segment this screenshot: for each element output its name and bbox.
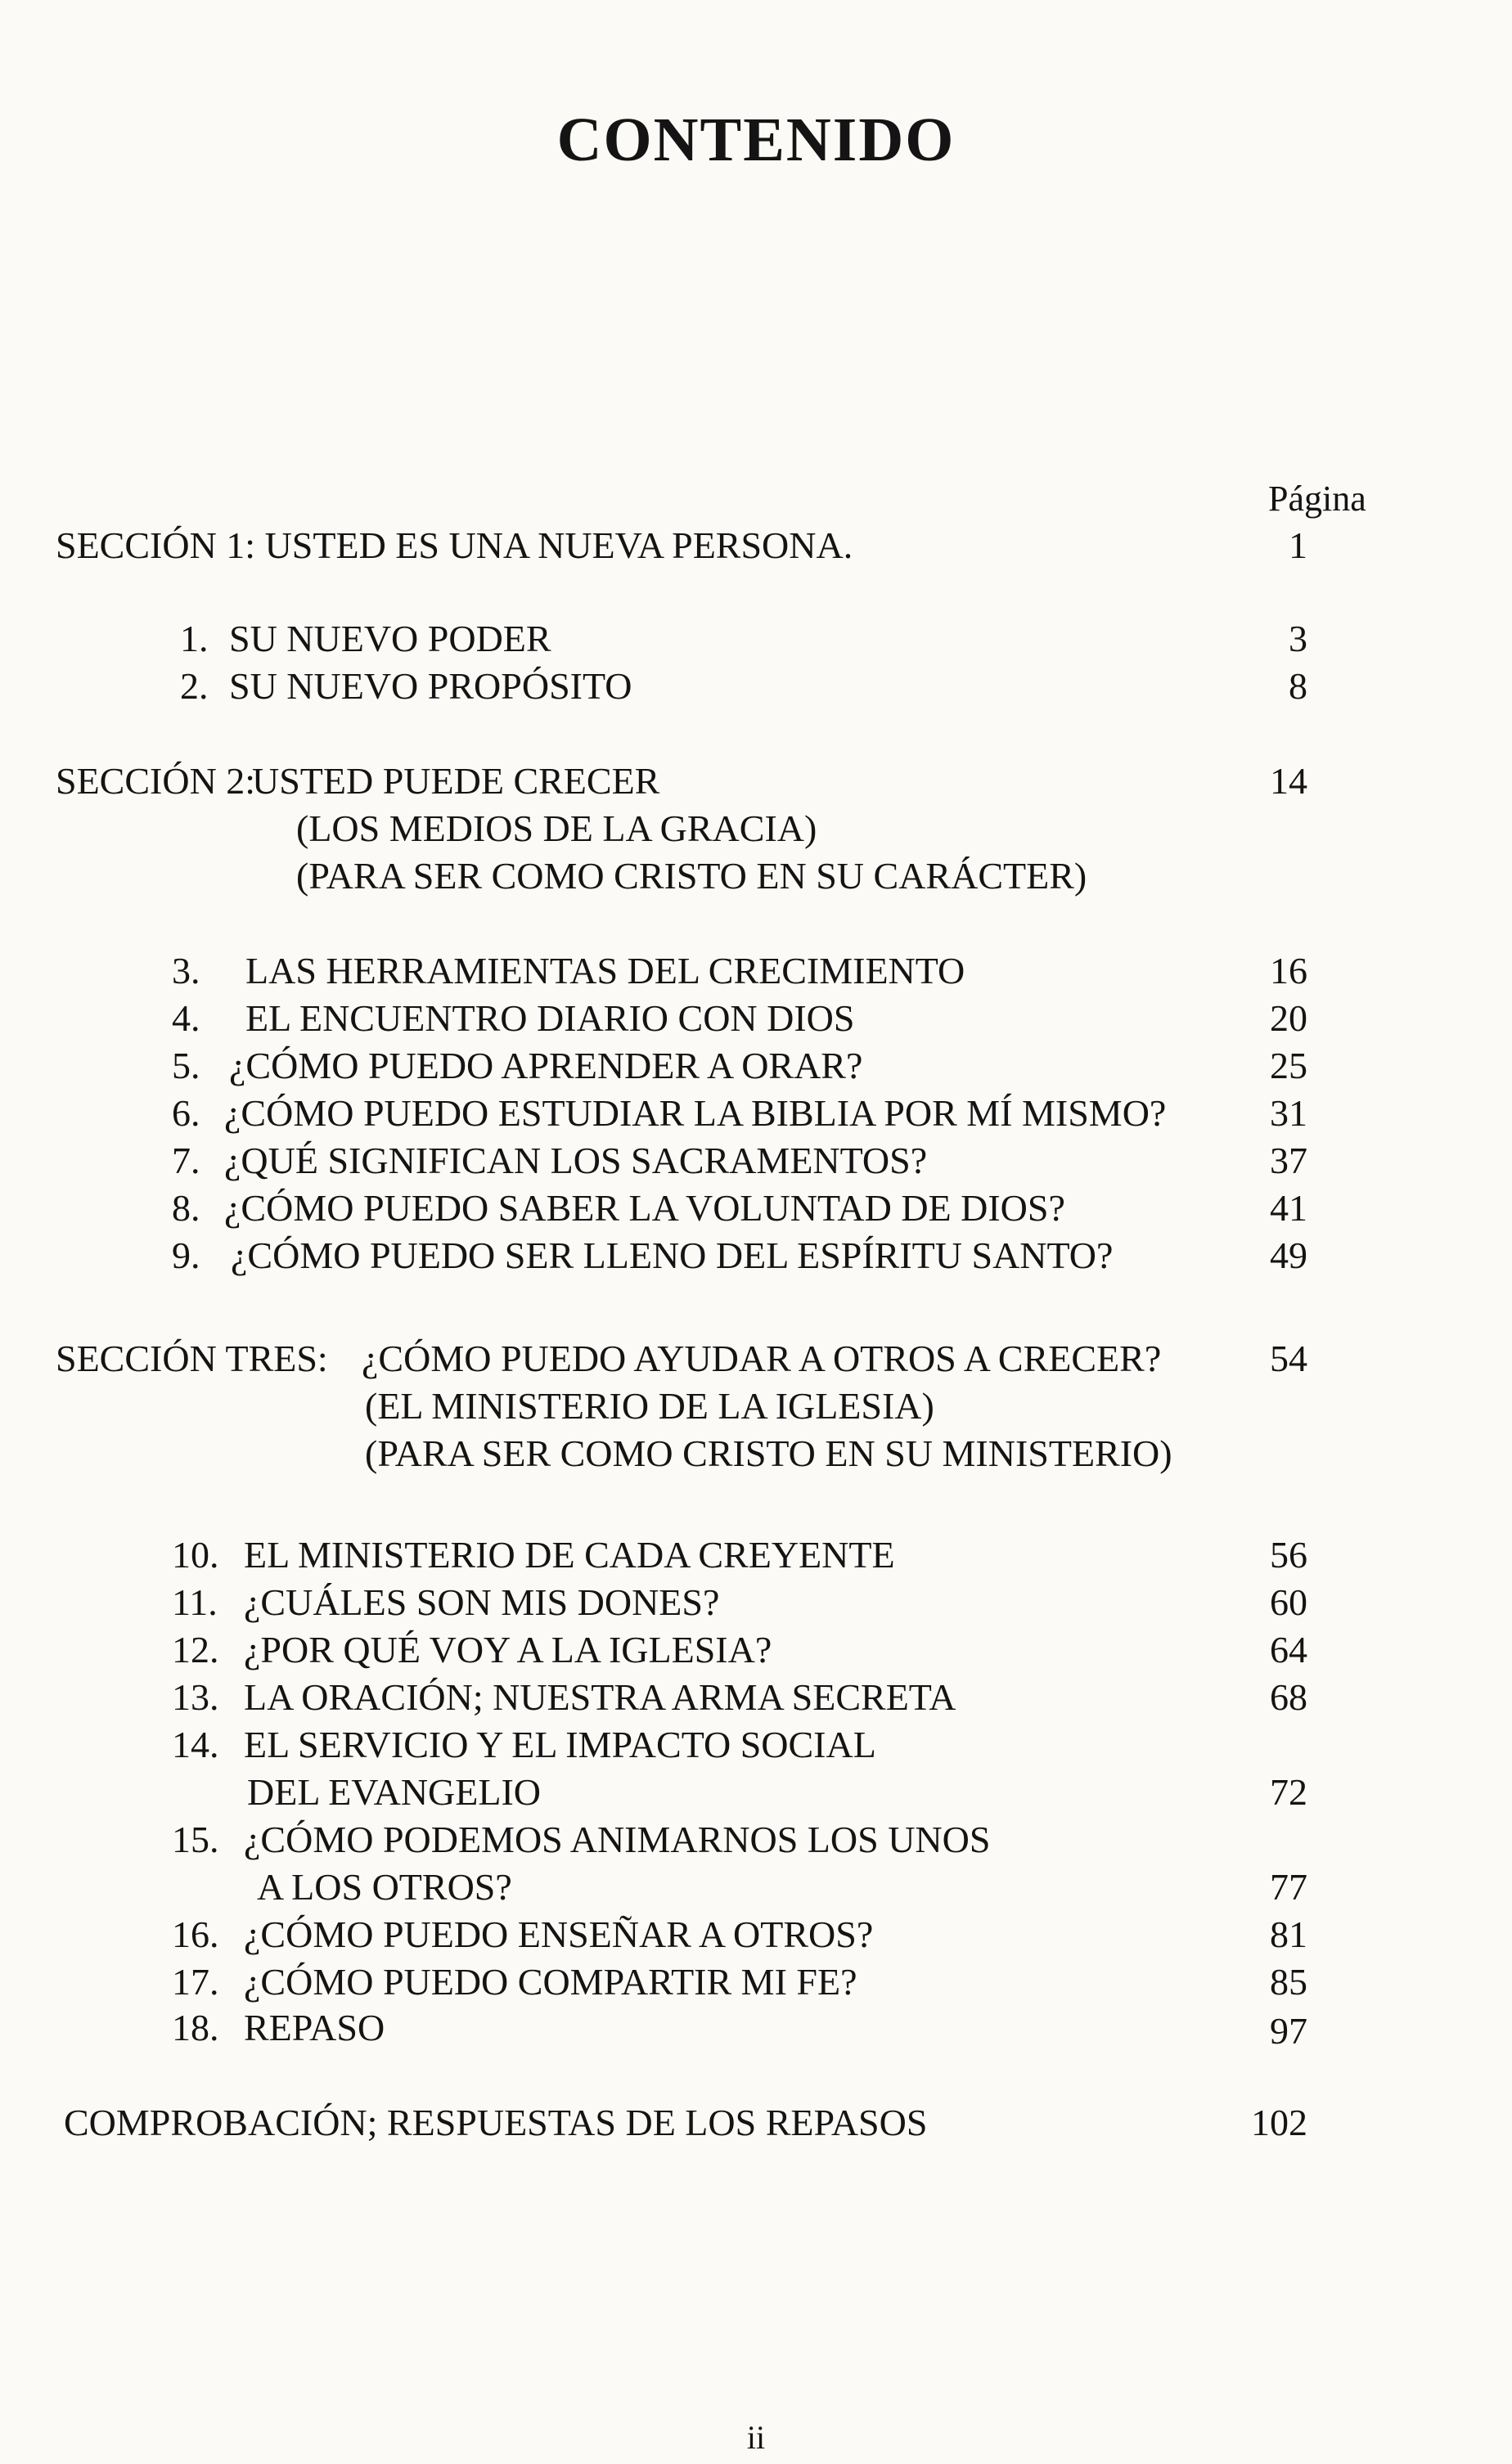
section-3-subtitle: (PARA SER COMO CRISTO EN SU MINISTERIO) (365, 1432, 1172, 1474)
chapter-number: 12. (172, 1629, 219, 1670)
chapter-page: 3 (1289, 618, 1307, 659)
section-3-title: ¿CÓMO PUEDO AYUDAR A OTROS A CRECER? (362, 1338, 1162, 1379)
section-1-heading: SECCIÓN 1: USTED ES UNA NUEVA PERSONA. (56, 524, 853, 566)
footer-page-number: ii (746, 2419, 766, 2456)
chapter-number: 10. (172, 1534, 219, 1576)
section-2-page: 14 (1270, 760, 1307, 802)
page-title: CONTENIDO (556, 106, 956, 174)
chapter-title: ¿CÓMO PUEDO SER LLENO DEL ESPÍRITU SANTO? (231, 1234, 1114, 1276)
chapter-title: ¿CÓMO PODEMOS ANIMARNOS LOS UNOS (244, 1819, 991, 1860)
section-2-title: USTED PUEDE CRECER (252, 760, 660, 802)
section-2-subtitle: (PARA SER COMO CRISTO EN SU CARÁCTER) (296, 855, 1087, 897)
chapter-title: LA ORACIÓN; NUESTRA ARMA SECRETA (244, 1676, 956, 1718)
comprobacion-page: 102 (1251, 2102, 1307, 2143)
chapter-page: 77 (1270, 1866, 1307, 1908)
chapter-title: ¿CUÁLES SON MIS DONES? (244, 1581, 720, 1623)
chapter-number: 5. (172, 1045, 200, 1086)
chapter-number: 7. (172, 1140, 200, 1181)
chapter-number: 6. (172, 1092, 200, 1134)
chapter-title: ¿CÓMO PUEDO ENSEÑAR A OTROS? (244, 1913, 874, 1955)
chapter-number: 4. (172, 997, 200, 1039)
chapter-title: SU NUEVO PROPÓSITO (229, 665, 632, 707)
chapter-page: 8 (1289, 665, 1307, 707)
chapter-title: ¿POR QUÉ VOY A LA IGLESIA? (244, 1629, 772, 1670)
chapter-page: 20 (1270, 997, 1307, 1039)
chapter-title-continuation: DEL EVANGELIO (247, 1771, 541, 1813)
chapter-page: 68 (1270, 1676, 1307, 1718)
chapter-number: 3. (172, 950, 200, 991)
section-3-subtitle: (EL MINISTERIO DE LA IGLESIA) (365, 1385, 934, 1427)
chapter-page: 16 (1270, 950, 1307, 991)
chapter-number: 9. (172, 1234, 200, 1276)
section-1-page: 1 (1289, 524, 1307, 566)
chapter-title: ¿CÓMO PUEDO ESTUDIAR LA BIBLIA POR MÍ MISMO? (224, 1092, 1167, 1134)
chapter-title: EL SERVICIO Y EL IMPACTO SOCIAL (244, 1724, 876, 1765)
chapter-number: 1. (180, 618, 209, 659)
chapter-page: 49 (1270, 1234, 1307, 1276)
section-3-label: SECCIÓN TRES: (56, 1338, 328, 1379)
chapter-page: 81 (1270, 1913, 1307, 1955)
chapter-number: 17. (172, 1961, 219, 2003)
chapter-page: 60 (1270, 1581, 1307, 1623)
chapter-page: 25 (1270, 1045, 1307, 1086)
chapter-page: 56 (1270, 1534, 1307, 1576)
chapter-title: EL MINISTERIO DE CADA CREYENTE (244, 1534, 895, 1576)
chapter-title: ¿CÓMO PUEDO APRENDER A ORAR? (229, 1045, 863, 1086)
chapter-number: 13. (172, 1676, 219, 1718)
section-3-page: 54 (1270, 1338, 1307, 1379)
chapter-number: 15. (172, 1819, 219, 1860)
chapter-title: REPASO (244, 2007, 385, 2048)
chapter-title: EL ENCUENTRO DIARIO CON DIOS (245, 997, 855, 1039)
chapter-page: 41 (1270, 1187, 1307, 1229)
chapter-number: 8. (172, 1187, 200, 1229)
chapter-title: ¿QUÉ SIGNIFICAN LOS SACRAMENTOS? (224, 1140, 928, 1181)
page-column-header: Página (1268, 479, 1366, 519)
chapter-number: 18. (172, 2007, 219, 2048)
chapter-title-continuation: A LOS OTROS? (257, 1866, 512, 1908)
chapter-page: 37 (1270, 1140, 1307, 1181)
chapter-page: 85 (1270, 1961, 1307, 2003)
chapter-page: 97 (1270, 2010, 1307, 2052)
chapter-page: 72 (1270, 1771, 1307, 1813)
chapter-number: 14. (172, 1724, 219, 1765)
chapter-number: 2. (180, 665, 209, 707)
chapter-title: ¿CÓMO PUEDO COMPARTIR MI FE? (244, 1961, 857, 2003)
chapter-title: ¿CÓMO PUEDO SABER LA VOLUNTAD DE DIOS? (224, 1187, 1065, 1229)
chapter-title: LAS HERRAMIENTAS DEL CRECIMIENTO (245, 950, 965, 991)
chapter-page: 31 (1270, 1092, 1307, 1134)
chapter-number: 16. (172, 1913, 219, 1955)
chapter-title: SU NUEVO PODER (229, 618, 551, 659)
chapter-page: 64 (1270, 1629, 1307, 1670)
section-2-subtitle: (LOS MEDIOS DE LA GRACIA) (296, 807, 817, 849)
section-2-label: SECCIÓN 2: (56, 760, 256, 802)
chapter-number: 11. (172, 1581, 218, 1623)
comprobacion-heading: COMPROBACIÓN; RESPUESTAS DE LOS REPASOS (64, 2102, 928, 2143)
